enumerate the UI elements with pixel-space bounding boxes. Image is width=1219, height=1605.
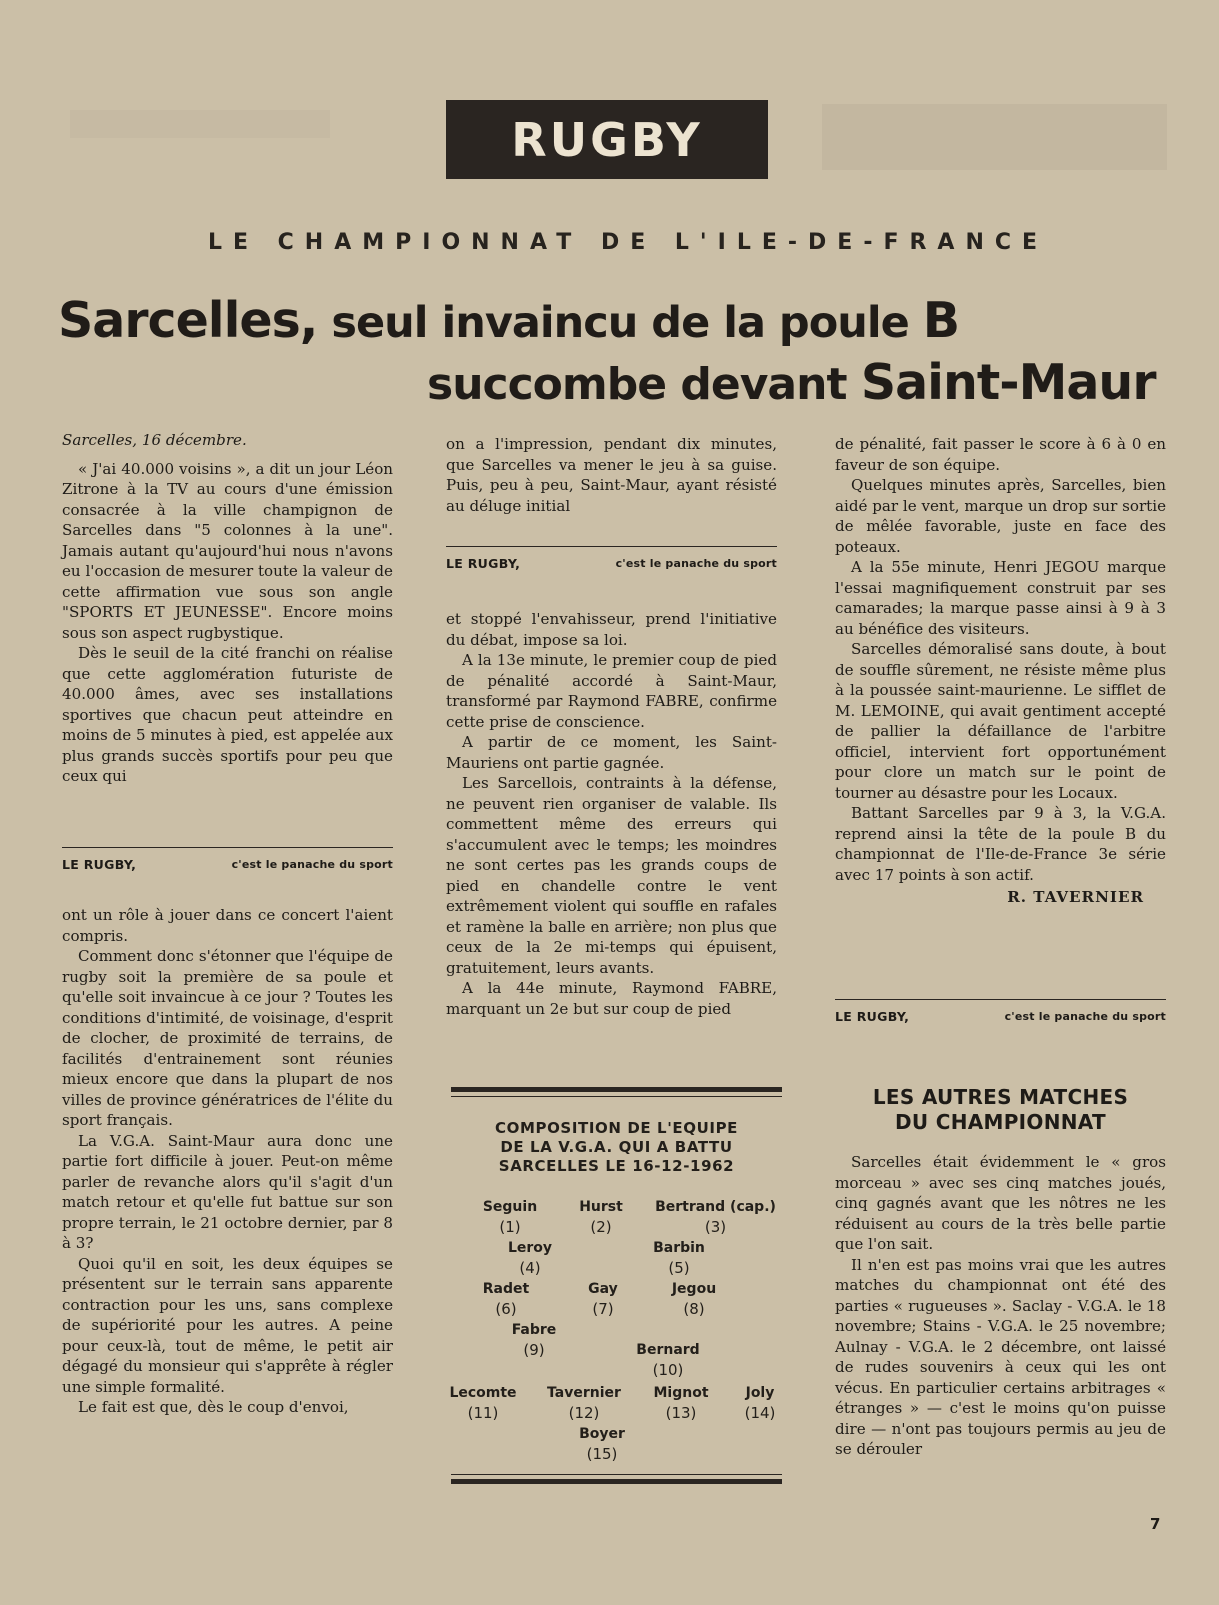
player-name: Boyer [579,1426,625,1442]
promo-main: LE RUGBY, [835,1008,910,1024]
player-number: (6) [495,1300,517,1318]
article-column-2 [446,434,777,516]
rule [451,1474,782,1475]
player-name: Gay [588,1281,618,1297]
lineup-title [451,1119,782,1176]
headline-line-1 [58,292,959,349]
player-number: (14) [744,1404,776,1422]
other-matches-title [835,1085,1166,1135]
team-lineup-box [451,1087,782,1487]
headline-line-2 [427,354,1155,411]
player-number: (15) [586,1445,618,1463]
player [641,1383,721,1423]
headline-verb: succombe devant [427,359,847,410]
page-number: 7 [1150,1515,1161,1533]
lineup-title-line: SARCELLES LE 16-12-1962 [498,1157,735,1175]
player-name: Barbin [653,1240,705,1256]
player [565,1424,639,1464]
player-number: (5) [668,1259,690,1277]
player-name: Leroy [507,1240,553,1256]
player [627,1340,709,1380]
player-name: Jegou [671,1281,717,1297]
player-name: Radet [482,1281,530,1297]
player-number: (3) [704,1218,727,1236]
player [493,1238,567,1278]
player [443,1383,523,1423]
paragraph: La V.G.A. Saint-Maur aura donc une partie fort difficile à jouer. Peut-on même parler de revanche alors qu'il s'agit d'un match retour et qu'elle fut battue sur son propre terrain, le 21 octobre dernier, par 8 à 3? [62,1131,393,1252]
dateline: Sarcelles, 16 décembre. [62,431,247,449]
player [497,1320,571,1360]
player-number: (9) [523,1341,545,1359]
paragraph: A partir de ce moment, les Saint-Mauriens ont partie gagnée. [446,733,777,772]
paragraph: et stoppé l'envahisseur, prend l'initiative du débat, impose sa loi. [446,610,777,649]
paragraph: A la 44e minute, Raymond FABRE, marquant un 2e but sur coup de pied [446,979,777,1018]
paragraph: de pénalité, fait passer le score à 6 à 0 en faveur de son équipe. [835,435,1166,474]
article-column-2-continued [446,609,777,1019]
paragraph: Les Sarcellois, contraints à la défense, ne peuvent rien organiser de valable. Ils commettent même des erreurs qui s'accumulent avec le temps; les moindres ne sont certes pas les grands coups de pied en chandelle contre le vent extrêmement violent qui souffle en rafales et ramène la balle en arrière; non plus que ceux de la 2e mi-temps qui épuisent, gratuitement, leurs avants. [446,774,777,977]
player [730,1383,790,1423]
promo-main: LE RUGBY, [62,856,137,872]
paragraph: Dès le seuil de la cité franchi on réalise que cette agglomération futuriste de 40.000 âmes, avec ses installations sportives que chacun peut atteindre en moins de 5 minutes à pied, est appelée aux plus grands succès sportifs pour peu que ceux qui [62,644,393,785]
player [473,1197,547,1237]
player-name: Tavernier [547,1385,621,1401]
player-number: (8) [683,1300,705,1318]
player-number: (2) [590,1218,612,1236]
paragraph: Quoi qu'il en soit, les deux équipes se présentent sur le terrain sans apparente contraction pour les uns, sans complexe de supériorité pour les autres. A peine pour ceux-là, tout de même, le petit air dégagé du monsieur qui s'apprête à régler une simple formalité. [62,1254,393,1396]
other-matches-section [835,1085,1166,1460]
paragraph: Il n'en est pas moins vrai que les autres matches du championnat ont été des parties « rugueuses ». Saclay - V.G.A. le 18 novembre; Stains - V.G.A. le 25 novembre; Aulnay - V.G.A. le 2 décembre, ont laissé de rudes souvenirs à ceux qui les ont vécus. En particulier certains arbitrages « étranges » — c'est le moins qu'on puisse dire — n'ont pas toujours permis au jeu de se dérouler [835,1255,1166,1458]
rule [451,1096,782,1097]
article-column-1-continued [62,905,393,1418]
paragraph: Quelques minutes après, Sarcelles, bien aidé par le vent, marque un drop sur sortie de mêlée favorable, juste en face des poteaux. [835,476,1166,556]
rule [451,1479,782,1484]
player [469,1279,543,1319]
headline-middle: seul invaincu de la poule [331,298,909,348]
other-matches-title-line: DU CHAMPIONNAT [895,1110,1106,1134]
headline-team: Saint-Maur [860,354,1156,411]
player-number: (7) [592,1300,614,1318]
paragraph: on a l'impression, pendant dix minutes, que Sarcelles va mener le jeu à sa guise. Puis, peu à peu, Saint-Maur, ayant résisté au déluge initial [446,435,777,515]
paragraph: ont un rôle à jouer dans ce concert l'aient compris. [62,906,393,945]
player-number: (12) [568,1404,600,1422]
player [566,1197,636,1237]
lineup-title-line: DE LA V.G.A. QUI A BATTU [500,1138,733,1156]
paragraph: Battant Sarcelles par 9 à 3, la V.G.A. reprend ainsi la tête de la poule B du championnat de l'Ile-de-France 3e série avec 17 points à son actif. [835,804,1166,884]
player-name: Joly [745,1385,775,1401]
player-name: Bertrand (cap.) [655,1199,776,1215]
player-number: (11) [467,1404,499,1422]
player-number: (10) [652,1361,684,1379]
headline-lead: Sarcelles, [58,292,318,349]
kicker: LE CHAMPIONNAT DE L'ILE-DE-FRANCE [207,230,1049,255]
player-number: (4) [519,1259,541,1277]
player [657,1279,731,1319]
rule [451,1087,782,1092]
player-name: Mignot [653,1385,709,1401]
promo-sub: c'est le panache du sport [615,556,777,570]
paragraph: Sarcelles démoralisé sans doute, à bout de souffle sûrement, ne résiste même plus à la poussée saint-maurienne. Le sifflet de M. LEMOINE, qui avait gentiment accepté de pallier la défaillance de l'arbitre officiel, intervient fort opportunément pour clore un match sur le point de tourner au désastre pour les Locaux. [835,640,1166,802]
player-name: Fabre [511,1322,557,1338]
player-number: (13) [665,1404,697,1422]
other-matches-title-line: LES AUTRES MATCHES [872,1085,1129,1109]
promo-main: LE RUGBY, [446,555,521,571]
player-name: Hurst [579,1199,623,1215]
promo-sub: c'est le panache du sport [1004,1009,1166,1023]
promo-sub: c'est le panache du sport [231,857,393,871]
section-banner: RUGBY [446,100,768,179]
promo-strip [835,999,1166,1032]
player-name: Bernard [636,1342,700,1358]
player [649,1197,782,1237]
paragraph: Sarcelles était évidemment le « gros morceau » avec ses cinq matches joués, cinq gagnés avant que les nôtres ne les réduisent au cours de la très belle partie que l'on sait. [835,1153,1166,1253]
show-through-block [70,110,330,138]
author-signature: R. TAVERNIER [1007,888,1144,906]
headline-pool-letter: B [922,292,960,349]
player [639,1238,719,1278]
article-column-3 [835,434,1166,908]
promo-strip [62,847,393,880]
promo-strip [446,546,777,579]
paragraph: Comment donc s'étonner que l'équipe de rugby soit la première de sa poule et qu'elle soit invaincue à ce jour ? Toutes les conditions d'intimité, de voisinage, d'esprit de clocher, de proximité de terrains, de facilités d'entrainement sont réunies mieux encore que dans la plupart de nos villes de province génératrices de l'élite du sport français. [62,947,393,1129]
paragraph: A la 13e minute, le premier coup de pied de pénalité accordé à Saint-Maur, transformé par Raymond FABRE, confirme cette prise de conscience. [446,651,777,731]
player [539,1383,629,1423]
player [567,1279,639,1319]
article-column-1 [62,430,393,787]
player-name: Lecomte [449,1385,517,1401]
player-name: Seguin [482,1199,538,1215]
lineup-title-line: COMPOSITION DE L'EQUIPE [494,1119,739,1137]
show-through-block [822,104,1167,170]
paragraph: « J'ai 40.000 voisins », a dit un jour Léon Zitrone à la TV au cours d'une émission consacrée à la ville champignon de Sarcelles dans "5 colonnes à la une". Jamais autant qu'aujourd'hui nous n'avons eu l'occasion de mesurer toute la valeur de cette affirmation vue sous son angle "SPORTS ET JEUNESSE". Encore moins sous son aspect rugbystique. [62,459,393,642]
paragraph: Le fait est que, dès le coup d'envoi, [78,1398,349,1416]
player-number: (1) [499,1218,521,1236]
paragraph: A la 55e minute, Henri JEGOU marque l'essai magnifiquement construit par ses camarades; la marque passe ainsi à 9 à 3 au bénéfice des visiteurs. [835,558,1166,638]
